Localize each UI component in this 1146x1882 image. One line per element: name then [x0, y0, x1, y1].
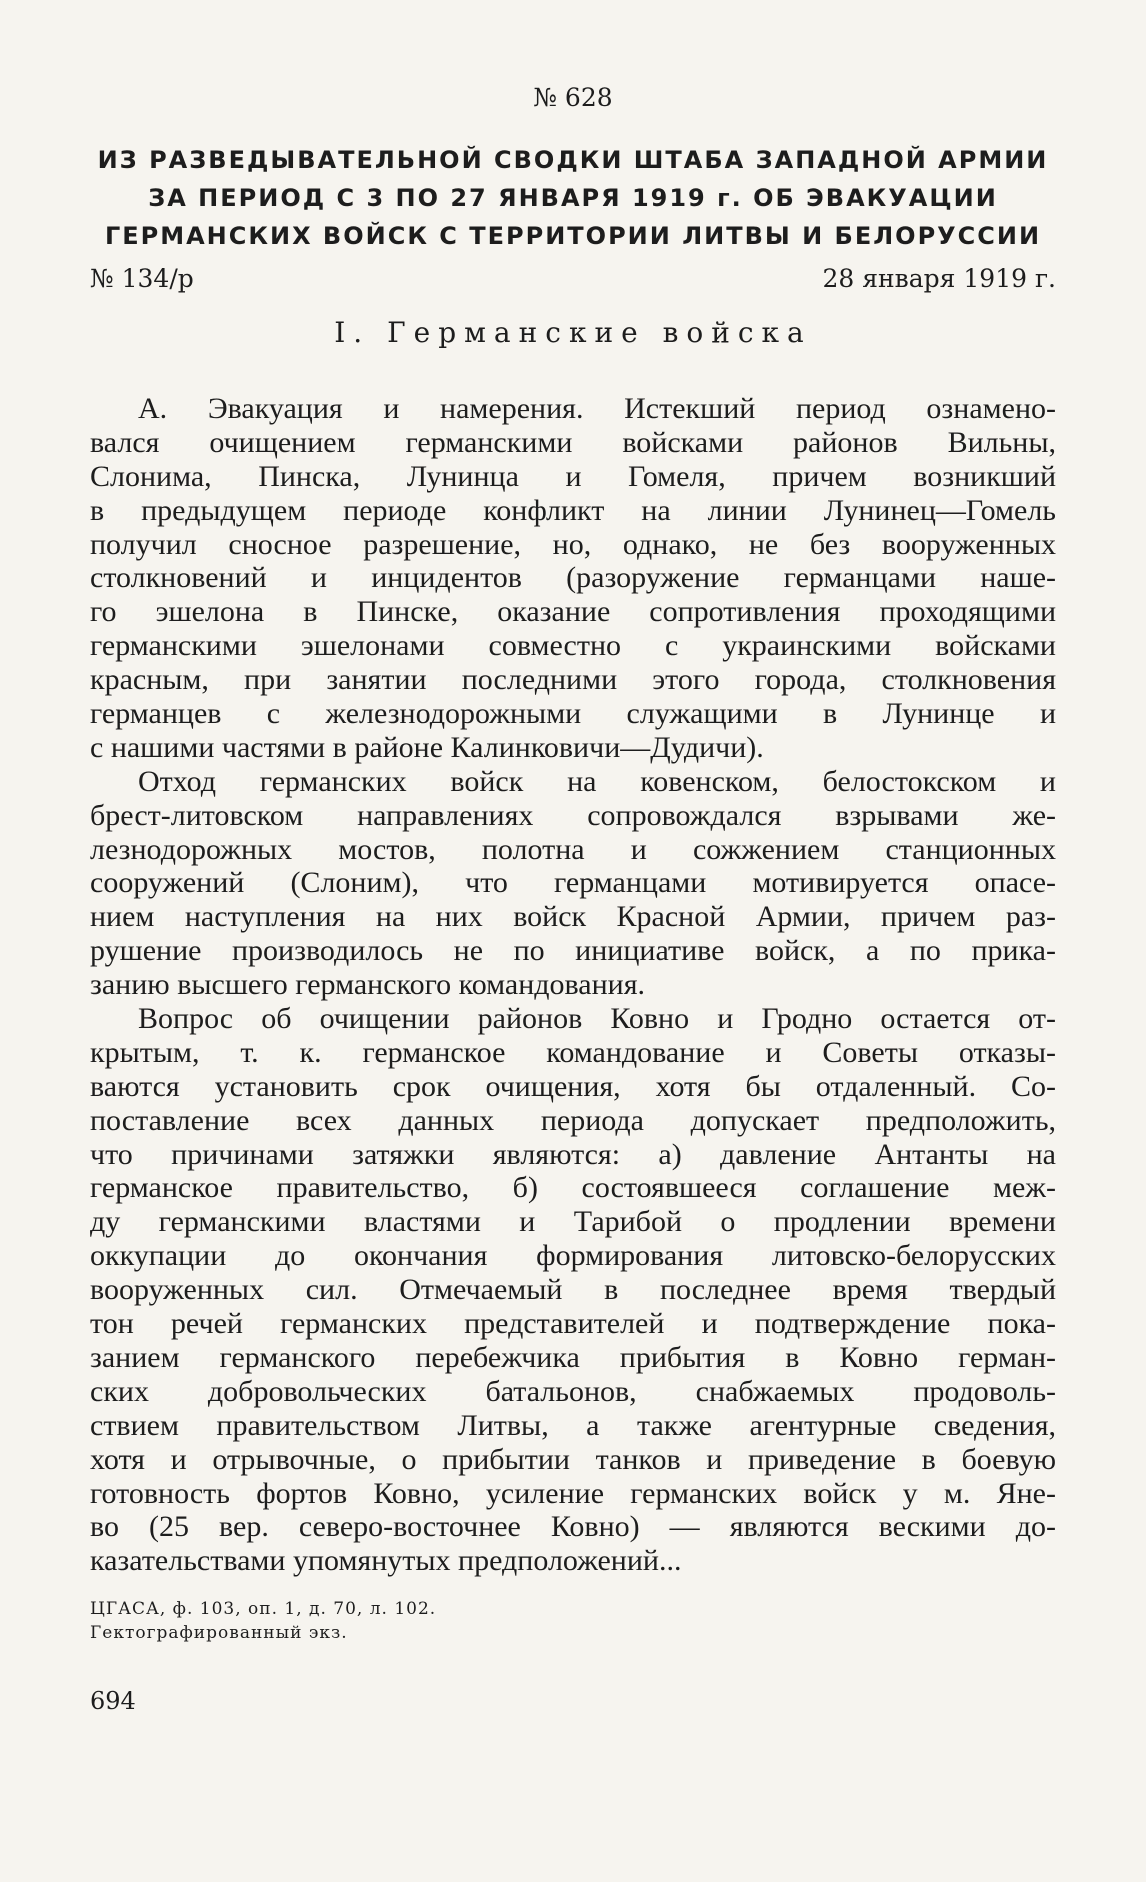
source-line-1: ЦГАСА, ф. 103, оп. 1, д. 70, л. 102. — [90, 1599, 437, 1619]
body-line: германскими эшелонами совместно с украинскими войсками — [90, 629, 1056, 663]
source-line-2: Гектографированный экз. — [90, 1623, 348, 1643]
body-line: поставление всех данных периода допускает предположить, — [90, 1103, 1056, 1137]
body-line: лезнодорожных мостов, полотна и сожжением станционных — [90, 832, 1056, 866]
body-line: Слонима, Пинска, Лунинца и Гомеля, причем возникший — [90, 459, 1056, 493]
body-line: ваются установить срок очищения, хотя бы отдаленный. Со- — [90, 1069, 1056, 1103]
body-line: А. Эвакуация и намерения. Истекший период ознамено- — [138, 392, 1056, 425]
body-line: вался очищением германскими войсками районов Вильны, — [90, 425, 1056, 459]
body-text — [90, 392, 1056, 1578]
page-number: 694 — [90, 1687, 136, 1715]
body-line: столкновений и инцидентов (разоружение германцами наше- — [90, 561, 1056, 595]
reference-number: № 134/р — [90, 264, 194, 293]
body-line: сооружений (Слоним), что германцами мотивируется опасе- — [90, 866, 1056, 900]
reference-row — [90, 264, 1056, 298]
body-line: занием германского перебежчика прибытия в Ковно герман- — [90, 1340, 1056, 1374]
body-line: вооруженных сил. Отмечаемый в последнее время твердый — [90, 1273, 1056, 1307]
body-line: ствием правительством Литвы, а также агентурные сведения, — [90, 1408, 1056, 1442]
heading-line-1: ИЗ РАЗВЕДЫВАТЕЛЬНОЙ СВОДКИ ШТАБА ЗАПАДНОЙ АРМИИ — [97, 146, 1049, 174]
body-line: с нашими частями в районе Калинковичи—Дудичи). — [90, 730, 764, 764]
body-line: Вопрос об очищении районов Ковно и Гродно остается от- — [138, 1002, 1056, 1036]
body-line: что причинами затяжки являются: а) давление Антанты на — [90, 1137, 1056, 1171]
body-line: ду германскими властями и Тарибой о продлении времени — [90, 1205, 1056, 1239]
body-line: занию высшего германского командования. — [90, 968, 646, 1002]
body-line: получил сносное разрешение, но, однако, не без вооруженных — [90, 527, 1056, 561]
body-line: крытым, т. к. германское командование и Советы отказы- — [90, 1035, 1056, 1069]
body-line: Отход германских войск на ковенском, белостокском и — [138, 764, 1056, 798]
body-line: казательствами упомянутых предположений... — [90, 1544, 682, 1578]
body-line: германское правительство, б) состоявшееся соглашение меж- — [90, 1171, 1056, 1205]
archive-source — [90, 1597, 790, 1645]
body-line: тон речей германских представителей и подтверждение пока- — [90, 1307, 1056, 1341]
body-line: красным, при занятии последними этого города, столкновения — [90, 663, 1056, 697]
body-line: германцев с железнодорожными служащими в Лунинце и — [90, 697, 1056, 731]
heading-line-3: ГЕРМАНСКИХ ВОЙСК С ТЕРРИТОРИИ ЛИТВЫ И БЕЛОРУССИИ — [104, 222, 1042, 250]
body-line: во (25 вер. северо-восточнее Ковно) — являются вескими до- — [90, 1510, 1056, 1544]
body-line: рушение производилось не по инициативе войск, а по прика- — [90, 934, 1056, 968]
body-line: в предыдущем периоде конфликт на линии Лунинец—Гомель — [90, 493, 1056, 527]
body-line: готовность фортов Ковно, усиление германских войск у м. Яне- — [90, 1476, 1056, 1510]
body-line: ских добровольческих батальонов, снабжаемых продоволь- — [90, 1374, 1056, 1408]
section-title: I. Германские войска — [334, 316, 812, 349]
heading-line-2: ЗА ПЕРИОД С 3 ПО 27 ЯНВАРЯ 1919 г. ОБ ЭВАКУАЦИИ — [148, 184, 998, 212]
body-line: нием наступления на них войск Красной Армии, причем раз- — [90, 900, 1056, 934]
document-heading — [90, 141, 1056, 255]
body-line: хотя и отрывочные, о прибытии танков и приведение в боевую — [90, 1442, 1056, 1476]
document-number: № 628 — [533, 83, 613, 112]
body-line: оккупации до окончания формирования литовско-белорусских — [90, 1239, 1056, 1273]
document-date: 28 января 1919 г. — [822, 264, 1056, 293]
body-line: го эшелона в Пинске, оказание сопротивления проходящими — [90, 595, 1056, 629]
body-line: брест-литовском направлениях сопровождался взрывами же- — [90, 798, 1056, 832]
